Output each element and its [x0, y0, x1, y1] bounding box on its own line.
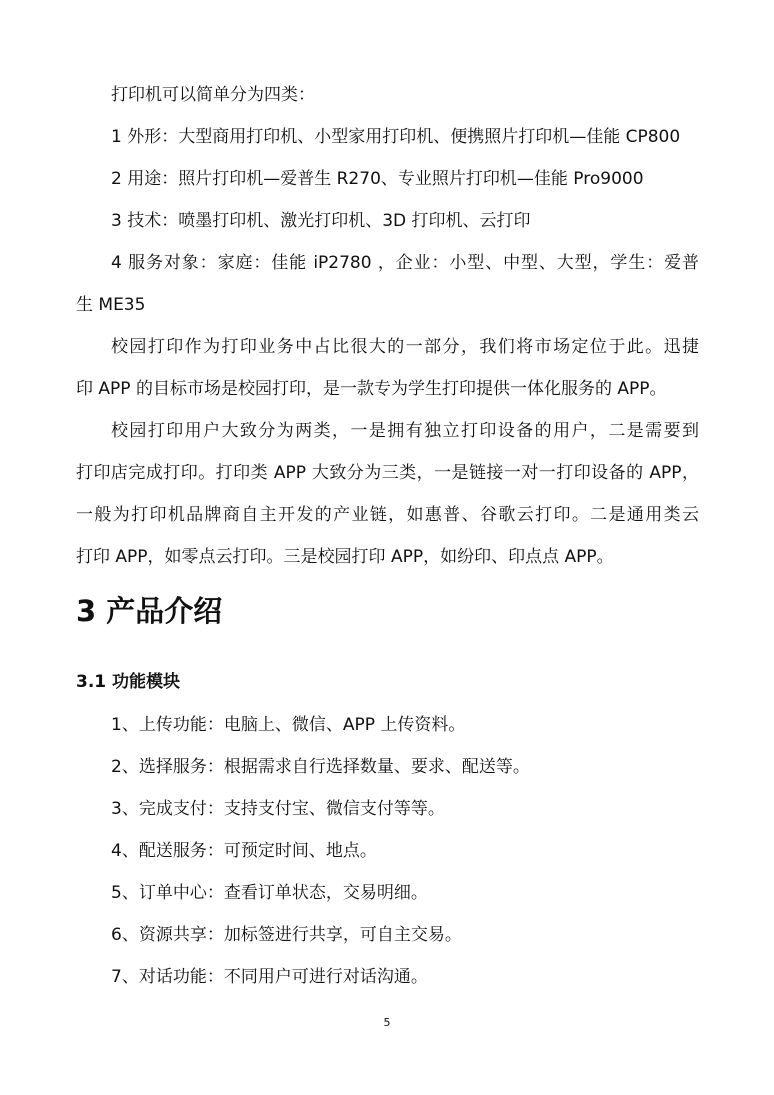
category-item-technology: 3 技术：喷墨打印机、激光打印机、3D 打印机、云打印	[111, 211, 531, 231]
paragraph-users-line-1: 校园打印用户大致分为两类，一是拥有独立打印设备的用户，二是需要到	[111, 421, 699, 441]
paragraph-market-line-2: 印 APP 的目标市场是校园打印，是一款专为学生打印提供一体化服务的 APP。	[76, 379, 667, 399]
feature-item-dialogue: 7、对话功能：不同用户可进行对话沟通。	[111, 967, 428, 987]
category-item-audience: 4 服务对象：家庭：佳能 iP2780 ，企业：小型、中型、大型，学生：爱普	[111, 253, 699, 273]
feature-item-delivery: 4、配送服务：可预定时间、地点。	[111, 841, 377, 861]
category-item-usage: 2 用途：照片打印机—爱普生 R270、专业照片打印机—佳能 Pro9000	[111, 169, 644, 189]
paragraph-market-line-1: 校园打印作为打印业务中占比很大的一部分，我们将市场定位于此。迅捷	[111, 337, 699, 357]
category-item-audience-continued: 生 ME35	[76, 295, 146, 315]
feature-item-upload: 1、上传功能：电脑上、微信、APP 上传资料。	[111, 715, 466, 735]
paragraph-users-line-4: 打印 APP，如零点云打印。三是校园打印 APP，如纷印、印点点 APP。	[76, 547, 614, 567]
feature-item-order-center: 5、订单中心：查看订单状态，交易明细。	[111, 883, 428, 903]
section-heading: 3 产品介绍	[76, 594, 223, 628]
feature-item-resource-sharing: 6、资源共享：加标签进行共享，可自主交易。	[111, 925, 462, 945]
paragraph-users-line-2: 打印店完成打印。打印类 APP 大致分为三类，一是链接一对一打印设备的 APP，	[76, 463, 699, 483]
intro-lead: 打印机可以简单分为四类：	[111, 85, 315, 105]
category-item-exterior: 1 外形：大型商用打印机、小型家用打印机、便携照片打印机—佳能 CP800	[111, 127, 681, 147]
feature-item-payment: 3、完成支付：支持支付宝、微信支付等等。	[111, 799, 445, 819]
section-subheading: 3.1 功能模块	[76, 672, 181, 692]
feature-item-select-service: 2、选择服务：根据需求自行选择数量、要求、配送等。	[111, 757, 530, 777]
page-number: 5	[383, 1016, 391, 1029]
paragraph-users-line-3: 一般为打印机品牌商自主开发的产业链，如惠普、谷歌云打印。二是通用类云	[76, 505, 699, 525]
